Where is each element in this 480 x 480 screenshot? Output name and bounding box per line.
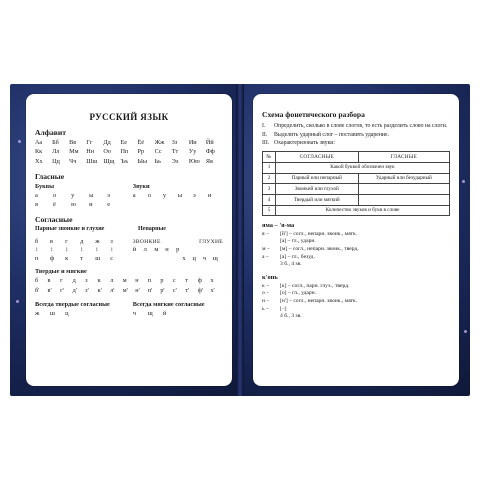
consonant-letter: й	[162, 309, 167, 317]
consonant-letter: л	[143, 246, 147, 254]
paired-voiceless-row	[35, 255, 125, 263]
analysis-text: [о] – гл., ударн.	[280, 290, 317, 297]
hard-consonant: л	[110, 277, 114, 285]
consonant-letter: й	[132, 246, 137, 254]
alphabet-letter: Яя	[205, 157, 213, 165]
analysis-line	[262, 231, 450, 238]
analysis-text: [–]	[280, 305, 287, 312]
alphabet-letter: Тт	[171, 148, 179, 156]
analysis-letter: я –	[262, 230, 269, 237]
consonant-letter: ж	[35, 309, 40, 317]
voiced-caps-label: ЗВОНКИЕ	[132, 238, 161, 245]
vowel-sound: и	[208, 191, 212, 199]
hard-consonants-row	[35, 277, 223, 284]
table-cell: 3	[263, 184, 276, 195]
hard-consonant: з	[85, 277, 88, 285]
table-row	[263, 184, 450, 195]
vowel-letter: о	[53, 191, 57, 199]
unpaired-voiced-row	[133, 246, 187, 254]
alphabet-letter: Рр	[137, 148, 145, 156]
consonant-letter: щ	[212, 254, 218, 262]
consonant-letter: г	[65, 237, 68, 245]
alphabet-letter: Шш	[86, 157, 98, 165]
soft-consonant: л'	[110, 286, 115, 294]
soft-consonant: ф'	[197, 286, 204, 294]
hard-soft-heading: Твердые и мягкие	[35, 267, 87, 275]
vowel-letters-row-1	[35, 192, 125, 200]
consonant-letter: ф	[50, 254, 55, 262]
step-text: Выделить ударный слог – поставить ударение.	[274, 131, 390, 138]
alphabet-letter: Аа	[35, 138, 43, 146]
alphabet-letter: Бб	[52, 138, 59, 146]
vowel-sound: э	[192, 191, 196, 199]
alphabet-letter: Ее	[120, 138, 127, 146]
alphabet-letter: Гг	[86, 138, 93, 146]
analysis-letter: а –	[262, 253, 269, 260]
alphabet-letter: Уу	[188, 148, 197, 156]
analysis-text: [н'] – согл., непарн. звонк., мягк.	[280, 297, 358, 304]
step-text: Определить, сколько в слове слогов, то есть разделить слово на слоги.	[274, 123, 448, 130]
alphabet-letter: Йй	[205, 138, 214, 146]
consonant-letter: з	[110, 237, 113, 245]
table-cell: 4	[263, 194, 276, 205]
alphabet-letter: Пп	[120, 148, 129, 156]
table-cell	[358, 184, 449, 195]
alphabet-letter: Ии	[188, 138, 197, 146]
alphabet-letter: Вв	[69, 138, 77, 146]
alphabet-letter: Хх	[35, 157, 43, 165]
soft-consonant: в'	[47, 286, 52, 294]
consonant-letter: ч	[202, 254, 206, 262]
table-cell: Звонкий или глухой	[276, 184, 359, 195]
pair-arrow-icon: ↕	[35, 246, 39, 254]
analysis-text: [м] – согл., непарн. звонк., тверд.	[280, 246, 359, 253]
alphabet-letter: Щщ	[103, 157, 115, 165]
analysis-letter: м –	[262, 246, 270, 253]
consonant-letter: р	[176, 246, 180, 254]
vowel-letter: и	[89, 200, 93, 208]
consonant-letter: в	[50, 237, 54, 245]
table-cell: Парный или непарный	[276, 173, 359, 184]
soft-consonant: с'	[172, 286, 177, 294]
consonant-letter: б	[35, 237, 39, 245]
table-cell	[358, 194, 449, 205]
alphabet-letter: Юю	[188, 157, 200, 165]
hard-consonant: г	[60, 277, 63, 285]
analysis-line	[262, 246, 450, 253]
vowel-sounds-column	[133, 182, 223, 209]
alphabet-letter: Сс	[154, 148, 162, 156]
alphabet-letter: Кк	[35, 148, 43, 156]
always-hard-row	[35, 310, 80, 318]
step-number: II.	[262, 131, 268, 138]
vowel-sounds-row	[133, 192, 223, 200]
consonant-letter: ж	[95, 237, 100, 245]
hard-consonant: н	[135, 277, 139, 285]
vowel-letter: я	[35, 200, 38, 208]
table-row	[263, 205, 450, 216]
analysis-line	[262, 290, 450, 297]
alphabet-letter: Ээ	[171, 157, 179, 165]
hard-consonant: с	[172, 277, 176, 285]
consonant-letter: ч	[132, 309, 136, 317]
hard-consonant: д	[72, 277, 76, 285]
example-2-analysis	[262, 283, 450, 320]
consonant-letter: ц	[192, 254, 196, 262]
vowel-letter: у	[71, 191, 75, 199]
vowel-sound: о	[147, 191, 152, 199]
alphabet-grid	[35, 139, 223, 165]
sounds-label: Звуки	[132, 183, 150, 191]
consonant-letter: н	[165, 246, 169, 254]
hard-consonant: к	[97, 277, 101, 285]
vowel-sound: а	[132, 191, 136, 199]
soft-consonant: т'	[185, 286, 190, 294]
alphabet-letter: Зз	[171, 138, 178, 146]
table-cell: Какой буквой обозначен звук	[276, 162, 450, 173]
analysis-line	[262, 238, 450, 245]
alphabet-letter: Нн	[86, 148, 95, 156]
table-row	[263, 162, 450, 173]
pair-arrow-icon: ↕	[80, 246, 84, 254]
paired-consonants	[35, 237, 125, 264]
soft-consonant: з'	[85, 286, 89, 294]
soft-consonant: д'	[72, 286, 77, 294]
consonant-letter: т	[80, 254, 83, 262]
step-number: III.	[262, 139, 270, 146]
phonetic-scheme-title: Схема фонетического разбора	[262, 110, 365, 119]
unpaired-consonants	[133, 237, 223, 264]
steps-list	[262, 123, 450, 147]
consonant-letter: д	[80, 237, 84, 245]
table-cell: Количество звуков и букв в слове	[276, 205, 450, 216]
table-cell: Ударный или безударный	[358, 173, 449, 184]
analysis-letter	[262, 238, 280, 245]
sparkle-decoration	[18, 140, 21, 143]
consonants-heading: Согласные	[35, 215, 73, 225]
analysis-text: [к] – согл., парн. глух., тверд.	[280, 282, 350, 289]
analysis-text: 4 б., 3 зв.	[280, 313, 302, 320]
consonant-letter: х	[182, 254, 186, 262]
analysis-letter: ь –	[262, 305, 269, 312]
alphabet-letter: Лл	[52, 148, 60, 156]
soft-consonants-row	[35, 287, 223, 294]
consonant-letter: с	[110, 254, 114, 262]
step-number: I.	[262, 123, 266, 130]
page-title: РУССКИЙ ЯЗЫК	[89, 112, 169, 122]
alphabet-letter: Ёё	[137, 138, 145, 146]
table-cell: 2	[263, 173, 276, 184]
voiceless-caps-label: ГЛУХИЕ	[199, 238, 224, 245]
consonant-letter: к	[65, 254, 69, 262]
analysis-text: 3 б., 4 зв.	[280, 261, 302, 268]
soft-consonant: к'	[97, 286, 102, 294]
soft-consonant: м'	[122, 286, 128, 294]
analysis-line	[262, 313, 450, 320]
always-hard-heading: Всегда твердые согласные	[35, 301, 110, 309]
analysis-letter	[262, 261, 280, 268]
table-cell: 1	[263, 162, 276, 173]
hard-consonant: т	[185, 277, 189, 285]
soft-consonant: х'	[210, 286, 215, 294]
analysis-text: [а] – гл., безуд.	[280, 253, 315, 260]
analysis-line	[262, 298, 450, 305]
consonant-letter: ц	[65, 309, 69, 317]
analysis-letter	[262, 313, 280, 320]
always-soft-heading: Всегда мягкие согласные	[132, 301, 205, 309]
soft-consonant: б'	[35, 286, 40, 294]
alphabet-letter: Оо	[103, 148, 111, 156]
alphabet-letter: Ьь	[154, 157, 161, 165]
pair-arrow-icon: ↕	[110, 246, 114, 254]
right-page	[253, 94, 459, 386]
alphabet-letter: Ыы	[137, 157, 148, 165]
alphabet-letter: Ъъ	[120, 157, 129, 165]
unpaired-voiceless-row	[182, 255, 223, 263]
analysis-text: [й'] – согл., непарн. звонк., мягк.	[280, 230, 358, 237]
analysis-line	[262, 306, 450, 313]
phonetic-table	[262, 151, 450, 216]
pair-arrow-icon: ↕	[95, 246, 99, 254]
analysis-text: [а] – гл., ударн.	[280, 238, 316, 245]
paired-voiced-row	[35, 238, 125, 246]
alphabet-letter: Дд	[103, 138, 111, 146]
unpaired-label: Непарные	[138, 226, 166, 233]
hard-consonant: в	[47, 277, 51, 285]
analysis-line	[262, 254, 450, 261]
vowel-letter: ы	[89, 191, 94, 199]
vowel-letter: е	[107, 200, 111, 208]
analysis-letter: н –	[262, 297, 270, 304]
consonant-letter: ш	[50, 309, 55, 317]
vowel-letter: ё	[53, 200, 56, 208]
alphabet-letter: Жж	[154, 138, 165, 146]
consonant-letter: п	[35, 254, 39, 262]
step-text: Охарактеризовать звуки:	[274, 139, 336, 146]
hard-consonant: п	[147, 277, 152, 285]
table-cell: Твердый или мягкий	[276, 194, 359, 205]
example-1-word: яма – 'я-ма	[262, 222, 295, 230]
analysis-line	[262, 283, 450, 290]
alphabet-letter: Фф	[205, 148, 215, 156]
paired-label: Парные звонкие и глухие	[35, 226, 105, 233]
soft-consonant: г'	[60, 286, 64, 294]
soft-consonant: п'	[147, 286, 153, 294]
table-header-consonants: СОГЛАСНЫЕ	[276, 152, 359, 163]
analysis-letter: к –	[262, 282, 269, 289]
alphabet-letter: Мм	[69, 148, 79, 156]
pair-arrow-icon: ↕	[50, 246, 54, 254]
consonant-letter: щ	[147, 309, 153, 317]
hard-consonant: ф	[197, 277, 202, 285]
step-item	[262, 123, 450, 130]
left-page	[26, 94, 232, 386]
step-item	[262, 132, 450, 139]
vowel-letters-column	[35, 182, 125, 209]
vowel-sound: у	[162, 191, 167, 199]
vowel-letter: ю	[71, 200, 76, 208]
vowel-letter: а	[35, 191, 38, 199]
soft-consonant: р'	[160, 286, 165, 294]
pair-arrow-icon: ↕	[65, 246, 69, 254]
table-row	[263, 173, 450, 184]
paired-arrows-row	[35, 246, 125, 254]
table-row	[263, 194, 450, 205]
vowel-sound: ы	[177, 191, 183, 199]
consonant-letter: ш	[95, 254, 101, 262]
example-2-word: к'онь	[262, 274, 278, 282]
sparkle-decoration	[462, 180, 465, 183]
table-header-vowels: ГЛАСНЫЕ	[358, 152, 449, 163]
book-spine	[236, 84, 244, 396]
alphabet-letter: Чч	[69, 157, 77, 165]
consonant-letter: м	[154, 246, 159, 254]
step-item	[262, 140, 450, 147]
hard-consonant: р	[160, 277, 164, 285]
hard-consonant: м	[122, 277, 127, 285]
hard-consonant: б	[35, 277, 39, 285]
analysis-line	[262, 261, 450, 268]
alphabet-letter: Цц	[52, 157, 60, 165]
soft-consonant: н'	[135, 286, 140, 294]
alphabet-heading: Алфавит	[35, 127, 67, 137]
hard-consonant: х	[210, 277, 214, 285]
table-header-num: №	[263, 152, 276, 163]
sparkle-decoration	[464, 330, 467, 333]
letters-label: Буквы	[35, 183, 55, 191]
vowel-letters-row-2	[35, 201, 125, 209]
always-soft-row	[133, 310, 178, 318]
vowel-letter: э	[107, 191, 110, 199]
sparkle-decoration	[16, 300, 19, 303]
analysis-letter: о –	[262, 290, 269, 297]
vowels-heading: Гласные	[35, 172, 65, 182]
example-1-analysis	[262, 231, 450, 268]
table-cell: 5	[263, 205, 276, 216]
